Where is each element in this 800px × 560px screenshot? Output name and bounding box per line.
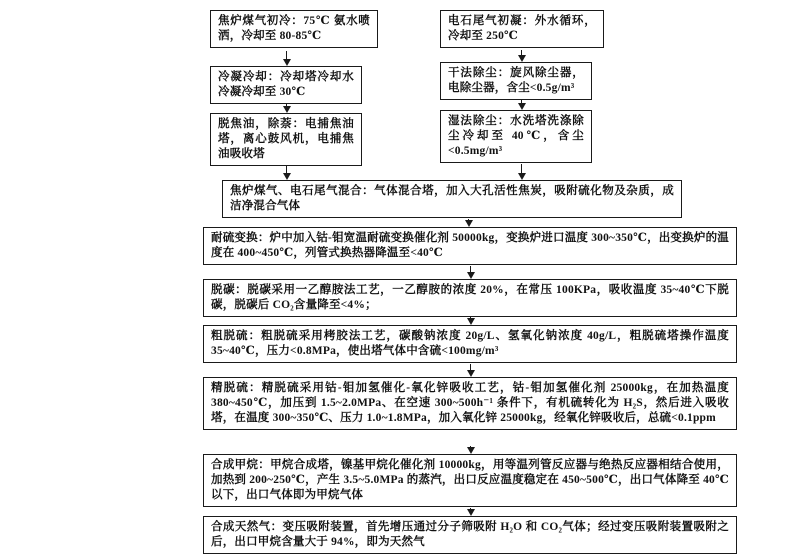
process-box-methane-synthesis: 合成甲烷：甲烷合成塔，镍基甲烷化催化剂 10000kg，用等温列管反应器与绝热反应器相结合使用，加热到 200~250℃，产生 3.5~5.0MPa 的蒸汽，出口反应温度稳定在 450~500℃，出口气体降至 40℃以下，出口气体即为甲烷气体	[203, 454, 737, 507]
process-box-tar-and-naphthalene-removal: 脱焦油，除萘：电捕焦油塔，离心鼓风机，电捕焦油吸收塔	[210, 113, 362, 166]
arrow-down-icon	[282, 166, 291, 180]
arrow-down-icon	[517, 100, 526, 110]
arrow-down-icon	[517, 50, 526, 62]
arrow-down-icon	[282, 51, 291, 66]
process-box-condensation-cooling: 冷凝冷却：冷却塔冷却水冷凝冷却至 30℃	[210, 66, 362, 104]
arrow-down-icon	[282, 104, 291, 113]
arrow-down-icon	[466, 446, 475, 454]
arrow-down-icon	[466, 266, 475, 279]
process-box-coke-oven-gas-primary-cooling: 焦炉煤气初冷：75℃ 氨水喷洒，冷却至 80-85℃	[210, 10, 378, 48]
process-box-carbide-tail-gas-primary-cooling: 电石尾气初凝：外水循环，冷却至 250℃	[440, 10, 604, 48]
arrow-down-icon	[466, 364, 475, 377]
arrow-down-icon	[466, 317, 475, 325]
process-box-wet-dedusting: 湿法除尘：水洗塔洗涤除尘冷却至 40℃，含尘<0.5mg/m³	[440, 110, 592, 163]
process-box-coarse-desulfurization: 粗脱硫：粗脱硫采用栲胶法工艺，碳酸钠浓度 20g/L、氢氧化钠浓度 40g/L，粗脱硫塔操作温度 35~40℃，压力<0.8MPa，使出塔气体中含硫<100mg/m³	[203, 325, 737, 363]
process-box-dry-dedusting: 干法除尘：旋风除尘器，电除尘器，含尘<0.5g/m³	[440, 62, 592, 100]
arrow-down-icon	[517, 164, 526, 180]
arrow-down-icon	[464, 219, 473, 227]
process-box-fine-desulfurization: 精脱硫：精脱硫采用钴-钼加氢催化-氧化锌吸收工艺，钴-钼加氢催化剂 25000kg，在加热温度 380~450℃，加压到 1.5~2.0MPa、在空速 300~500h⁻¹ 条件下，有机硫转化为 H₂S，然后进入吸收塔，在温度 300~350℃、压力 1.0~1.8MPa，加入氧化锌 25000kg，经氧化锌吸收后，总硫<0.1ppm	[203, 377, 737, 430]
arrow-down-icon	[466, 508, 475, 516]
process-box-sulfur-tolerant-shift: 耐硫变换：炉中加入钴-钼宽温耐硫变换催化剂 50000kg，变换炉进口温度 300~350℃，出变换炉的温度在 400~450℃，列管式换热器降温至<40℃	[203, 227, 737, 265]
process-box-decarbonization: 脱碳：脱碳采用一乙醇胺法工艺，一乙醇胺的浓度 20%，在常压 100KPa，吸收温度 35~40℃下脱碳，脱碳后 CO₂含量降至<4%；	[203, 279, 737, 317]
process-box-natural-gas-synthesis: 合成天然气：变压吸附装置，首先增压通过分子筛吸附 H₂O 和 CO₂气体；经过变压吸附装置吸附之后，出口甲烷含量大于 94%，即为天然气	[203, 516, 737, 554]
process-box-gas-mixing: 焦炉煤气、电石尾气混合：气体混合塔，加入大孔活性焦炭，吸附硫化物及杂质，成洁净混合气体	[222, 180, 682, 218]
